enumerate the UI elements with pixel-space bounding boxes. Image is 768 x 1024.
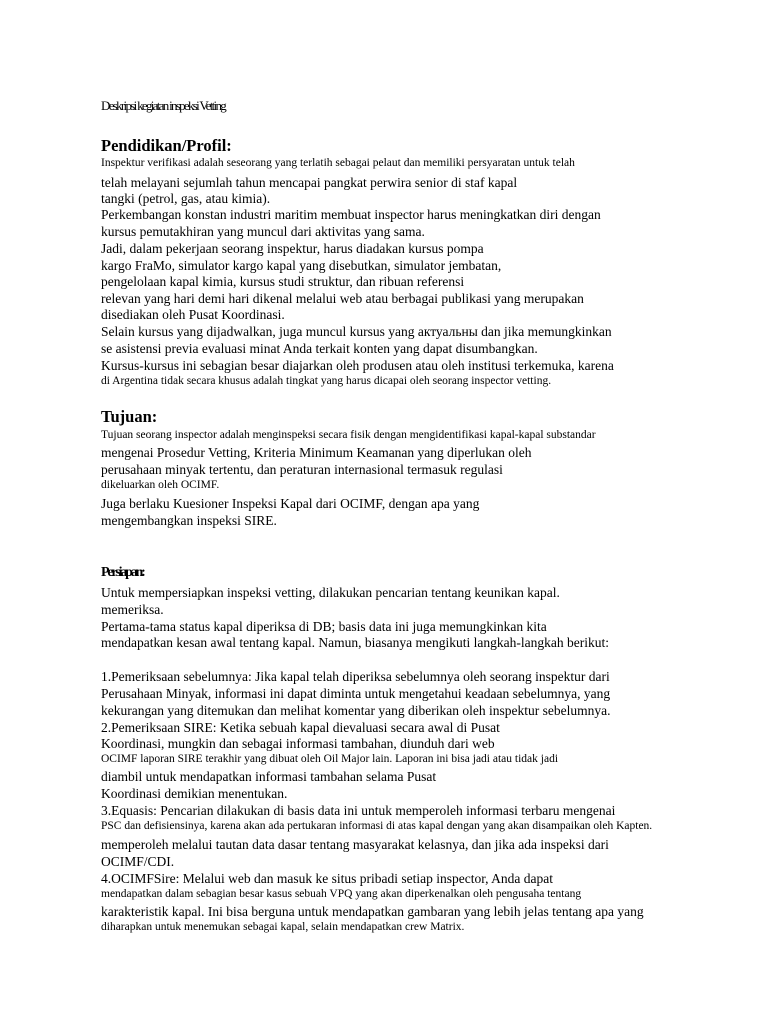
paragraph-line: tangki (petrol, gas, atau kimia). <box>101 191 271 206</box>
paragraph-line: PSC dan defisiensinya, karena akan ada pertukaran informasi di atas kapal dengan yang akan disampaikan oleh Kapten. <box>101 820 653 832</box>
paragraph-line: OCIMF laporan SIRE terakhir yang dibuat oleh Oil Major lain. Laporan ini bisa jadi atau tidak jadi <box>101 753 559 765</box>
paragraph-line: Selain kursus yang dijadwalkan, juga muncul kursus yang актуальны dan jika memungkinkan <box>101 324 612 339</box>
paragraph-line: di Argentina tidak secara khusus adalah tingkat yang harus dicapai oleh seorang inspector vetting. <box>101 375 552 387</box>
section-heading-persiapan: Persiapan: <box>101 565 144 580</box>
paragraph-line: memeriksa. <box>101 602 164 617</box>
paragraph-line: Perusahaan Minyak, informasi ini dapat diminta untuk mengetahui keadaan sebelumnya, yang <box>101 686 611 701</box>
paragraph-line: disediakan oleh Pusat Koordinasi. <box>101 307 285 322</box>
paragraph-line: diambil untuk mendapatkan informasi tambahan selama Pusat <box>101 769 437 784</box>
paragraph-line: Pertama-tama status kapal diperiksa di DB; basis data ini juga memungkinkan kita <box>101 619 547 634</box>
paragraph-line: Koordinasi, mungkin dan sebagai informasi tambahan, diunduh dari web <box>101 736 495 751</box>
paragraph-line: 3.Equasis: Pencarian dilakukan di basis data ini untuk memperoleh informasi terbaru mengenai <box>101 803 616 818</box>
paragraph-line: dikeluarkan oleh OCIMF. <box>101 479 220 491</box>
section-heading-pendidikan: Pendidikan/Profil: <box>101 136 232 155</box>
paragraph-line: mendapatkan dalam sebagian besar kasus sebuah VPQ yang akan diperkenalkan oleh pengusaha tentang <box>101 888 582 900</box>
paragraph-line: diharapkan untuk menemukan sebagai kapal, selain mendapatkan crew Matrix. <box>101 921 465 933</box>
paragraph-line: telah melayani sejumlah tahun mencapai pangkat perwira senior di staf kapal <box>101 175 518 190</box>
paragraph-line: relevan yang hari demi hari dikenal melalui web atau berbagai publikasi yang merupakan <box>101 291 584 306</box>
paragraph-line: 2.Pemeriksaan SIRE: Ketika sebuah kapal dievaluasi secara awal di Pusat <box>101 720 500 735</box>
paragraph-line: mengembangkan inspeksi SIRE. <box>101 513 277 528</box>
paragraph-line: perusahaan minyak tertentu, dan peraturan internasional termasuk regulasi <box>101 462 503 477</box>
paragraph-line: Kursus-kursus ini sebagian besar diajarkan oleh produsen atau oleh institusi terkemuka, karena <box>101 358 614 373</box>
paragraph-line: Jadi, dalam pekerjaan seorang inspektur, harus diadakan kursus pompa <box>101 241 484 256</box>
paragraph-line: 1.Pemeriksaan sebelumnya: Jika kapal telah diperiksa sebelumnya oleh seorang inspektur dari <box>101 669 610 684</box>
paragraph-line: OCIMF/CDI. <box>101 854 175 869</box>
paragraph-line: 4.OCIMFSire: Melalui web dan masuk ke situs pribadi setiap inspector, Anda dapat <box>101 871 554 886</box>
paragraph-line: kekurangan yang ditemukan dan melihat komentar yang diberikan oleh inspektur sebelumnya. <box>101 703 611 718</box>
paragraph-line: kursus pemutakhiran yang muncul dari aktivitas yang sama. <box>101 224 425 239</box>
paragraph-line: Juga berlaku Kuesioner Inspeksi Kapal dari OCIMF, dengan apa yang <box>101 496 480 511</box>
paragraph-line: Untuk mempersiapkan inspeksi vetting, dilakukan pencarian tentang keunikan kapal. <box>101 585 560 600</box>
paragraph-line: mendapatkan kesan awal tentang kapal. Namun, biasanya mengikuti langkah-langkah berikut: <box>101 635 609 650</box>
paragraph-line: Inspektur verifikasi adalah seseorang yang terlatih sebagai pelaut dan memiliki persyaratan untuk telah <box>101 157 575 169</box>
paragraph-line: se asistensi previa evaluasi minat Anda terkait konten yang dapat disumbangkan. <box>101 341 538 356</box>
paragraph-line: Perkembangan konstan industri maritim membuat inspector harus meningkatkan diri dengan <box>101 207 601 222</box>
section-heading-tujuan: Tujuan: <box>101 407 158 426</box>
paragraph-line: karakteristik kapal. Ini bisa berguna untuk mendapatkan gambaran yang lebih jelas tentang apa yang <box>101 904 644 919</box>
document-title: Deskripsi kegiatan inspeksi Vetting <box>101 98 226 113</box>
paragraph-line: pengelolaan kapal kimia, kursus studi struktur, dan ribuan referensi <box>101 274 465 289</box>
paragraph-line: mengenai Prosedur Vetting, Kriteria Minimum Keamanan yang diperlukan oleh <box>101 445 532 460</box>
paragraph-line: kargo FraMo, simulator kargo kapal yang disebutkan, simulator jembatan, <box>101 258 502 273</box>
paragraph-line: memperoleh melalui tautan data dasar tentang masyarakat kelasnya, dan jika ada inspeksi dari <box>101 837 609 852</box>
paragraph-line: Koordinasi demikian menentukan. <box>101 786 288 801</box>
paragraph-line: Tujuan seorang inspector adalah menginspeksi secara fisik dengan mengidentifikasi kapal-kapal substandar <box>101 429 596 441</box>
